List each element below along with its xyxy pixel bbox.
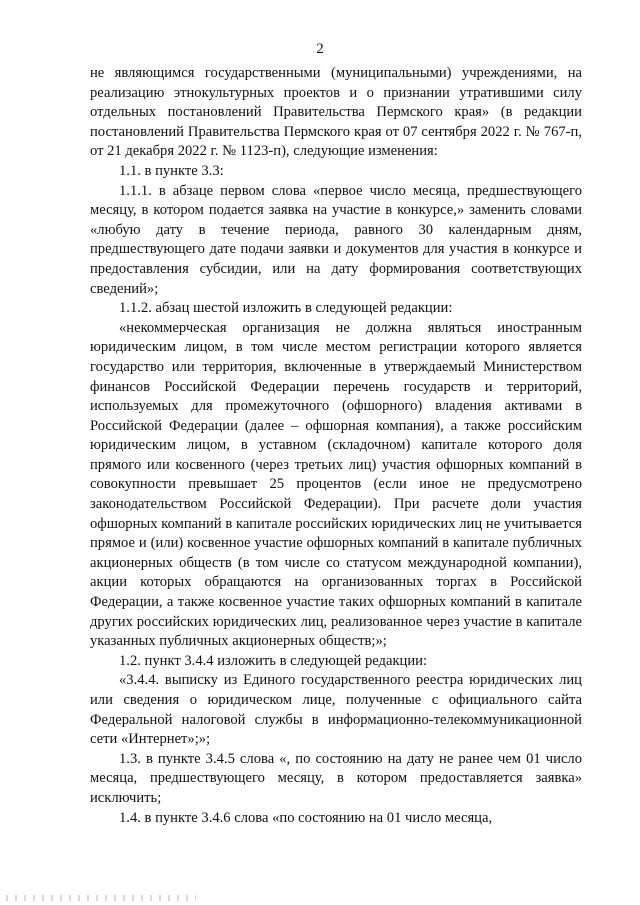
paragraph-1-1-2: 1.1.2. абзац шестой изложить в следующей редакции: [119,300,453,317]
scan-artifact [6,895,196,901]
paragraph-1-2: 1.2. пункт 3.4.4 изложить в следующей редакции: [119,652,428,669]
document-body [90,64,582,828]
page-number: 2 [316,41,324,57]
paragraph-1-1-1: 1.1.1. в абзаце первом слова «первое число месяца, предшествующего месяцу, в котором подается заявка на участие в конкурсе,» заменить словами «любую дату в течение периода, равного 30 календарным дням, предшествующего дате подачи заявки и документов для участия в конкурсе и предоставления субсидии, или на дату формирования соответствующих сведений»; [90,182,582,297]
paragraph-1-4: 1.4. в пункте 3.4.6 слова «по состоянию на 01 число месяца, [119,809,493,826]
paragraph-intro-continuation: не являющимся государственными (муниципальными) учреждениями, на реализацию этнокультурных проектов и о признании утратившими силу отдельных постановлений Правительства Пермского края» (в редакции постановлений Правительства Пермского края от 07 сентября 2022 г. № 767-п, от 21 декабря 2022 г. № 1123-п), следующие изменения: [90,65,582,160]
paragraph-1-3: 1.3. в пункте 3.4.5 слова «, по состоянию на дату не ранее чем 01 число месяца, предшествующего месяцу, в котором предоставляется заявка» исключить; [90,750,582,806]
paragraph-quoted-requirement: «некоммерческая организация не должна являться иностранным юридическим лицом, в том числе местом регистрации которого является государство или территория, включенные в утверждаемый Министерством финансов Российской Федерации перечень государств и территорий, используемых для промежуточного (офшорного) владения активами в Российской Федерации (далее – офшорная компания), а также российским юридическим лицом, в уставном (складочном) капитале которого доля прямого или косвенного (через третьих лиц) участия офшорных компаний в совокупности превышает 25 процентов (если иное не предусмотрено законодательством Российской Федерации). При расчете доли участия офшорных компаний в капитале российских юридических лиц не учитывается прямое и (или) косвенное участие офшорных компаний в капитале публичных акционерных обществ (в том числе со статусом международной компании), акции которых обращаются на организованных торгах в Российской Федерации, а также косвенное участие таких офшорных компаний в капитале других российских юридических лиц, реализованное через участие в капитале указанных публичных акционерных обществ;»; [90,319,582,650]
paragraph-1-1: 1.1. в пункте 3.3: [119,162,224,179]
paragraph-quoted-3-4-4: «3.4.4. выписку из Единого государственного реестра юридических лиц или сведения о юридическом лице, полученные с официального сайта Федеральной налоговой службы в информационно-телекоммуникационной сети «Интернет»;»; [90,672,582,748]
